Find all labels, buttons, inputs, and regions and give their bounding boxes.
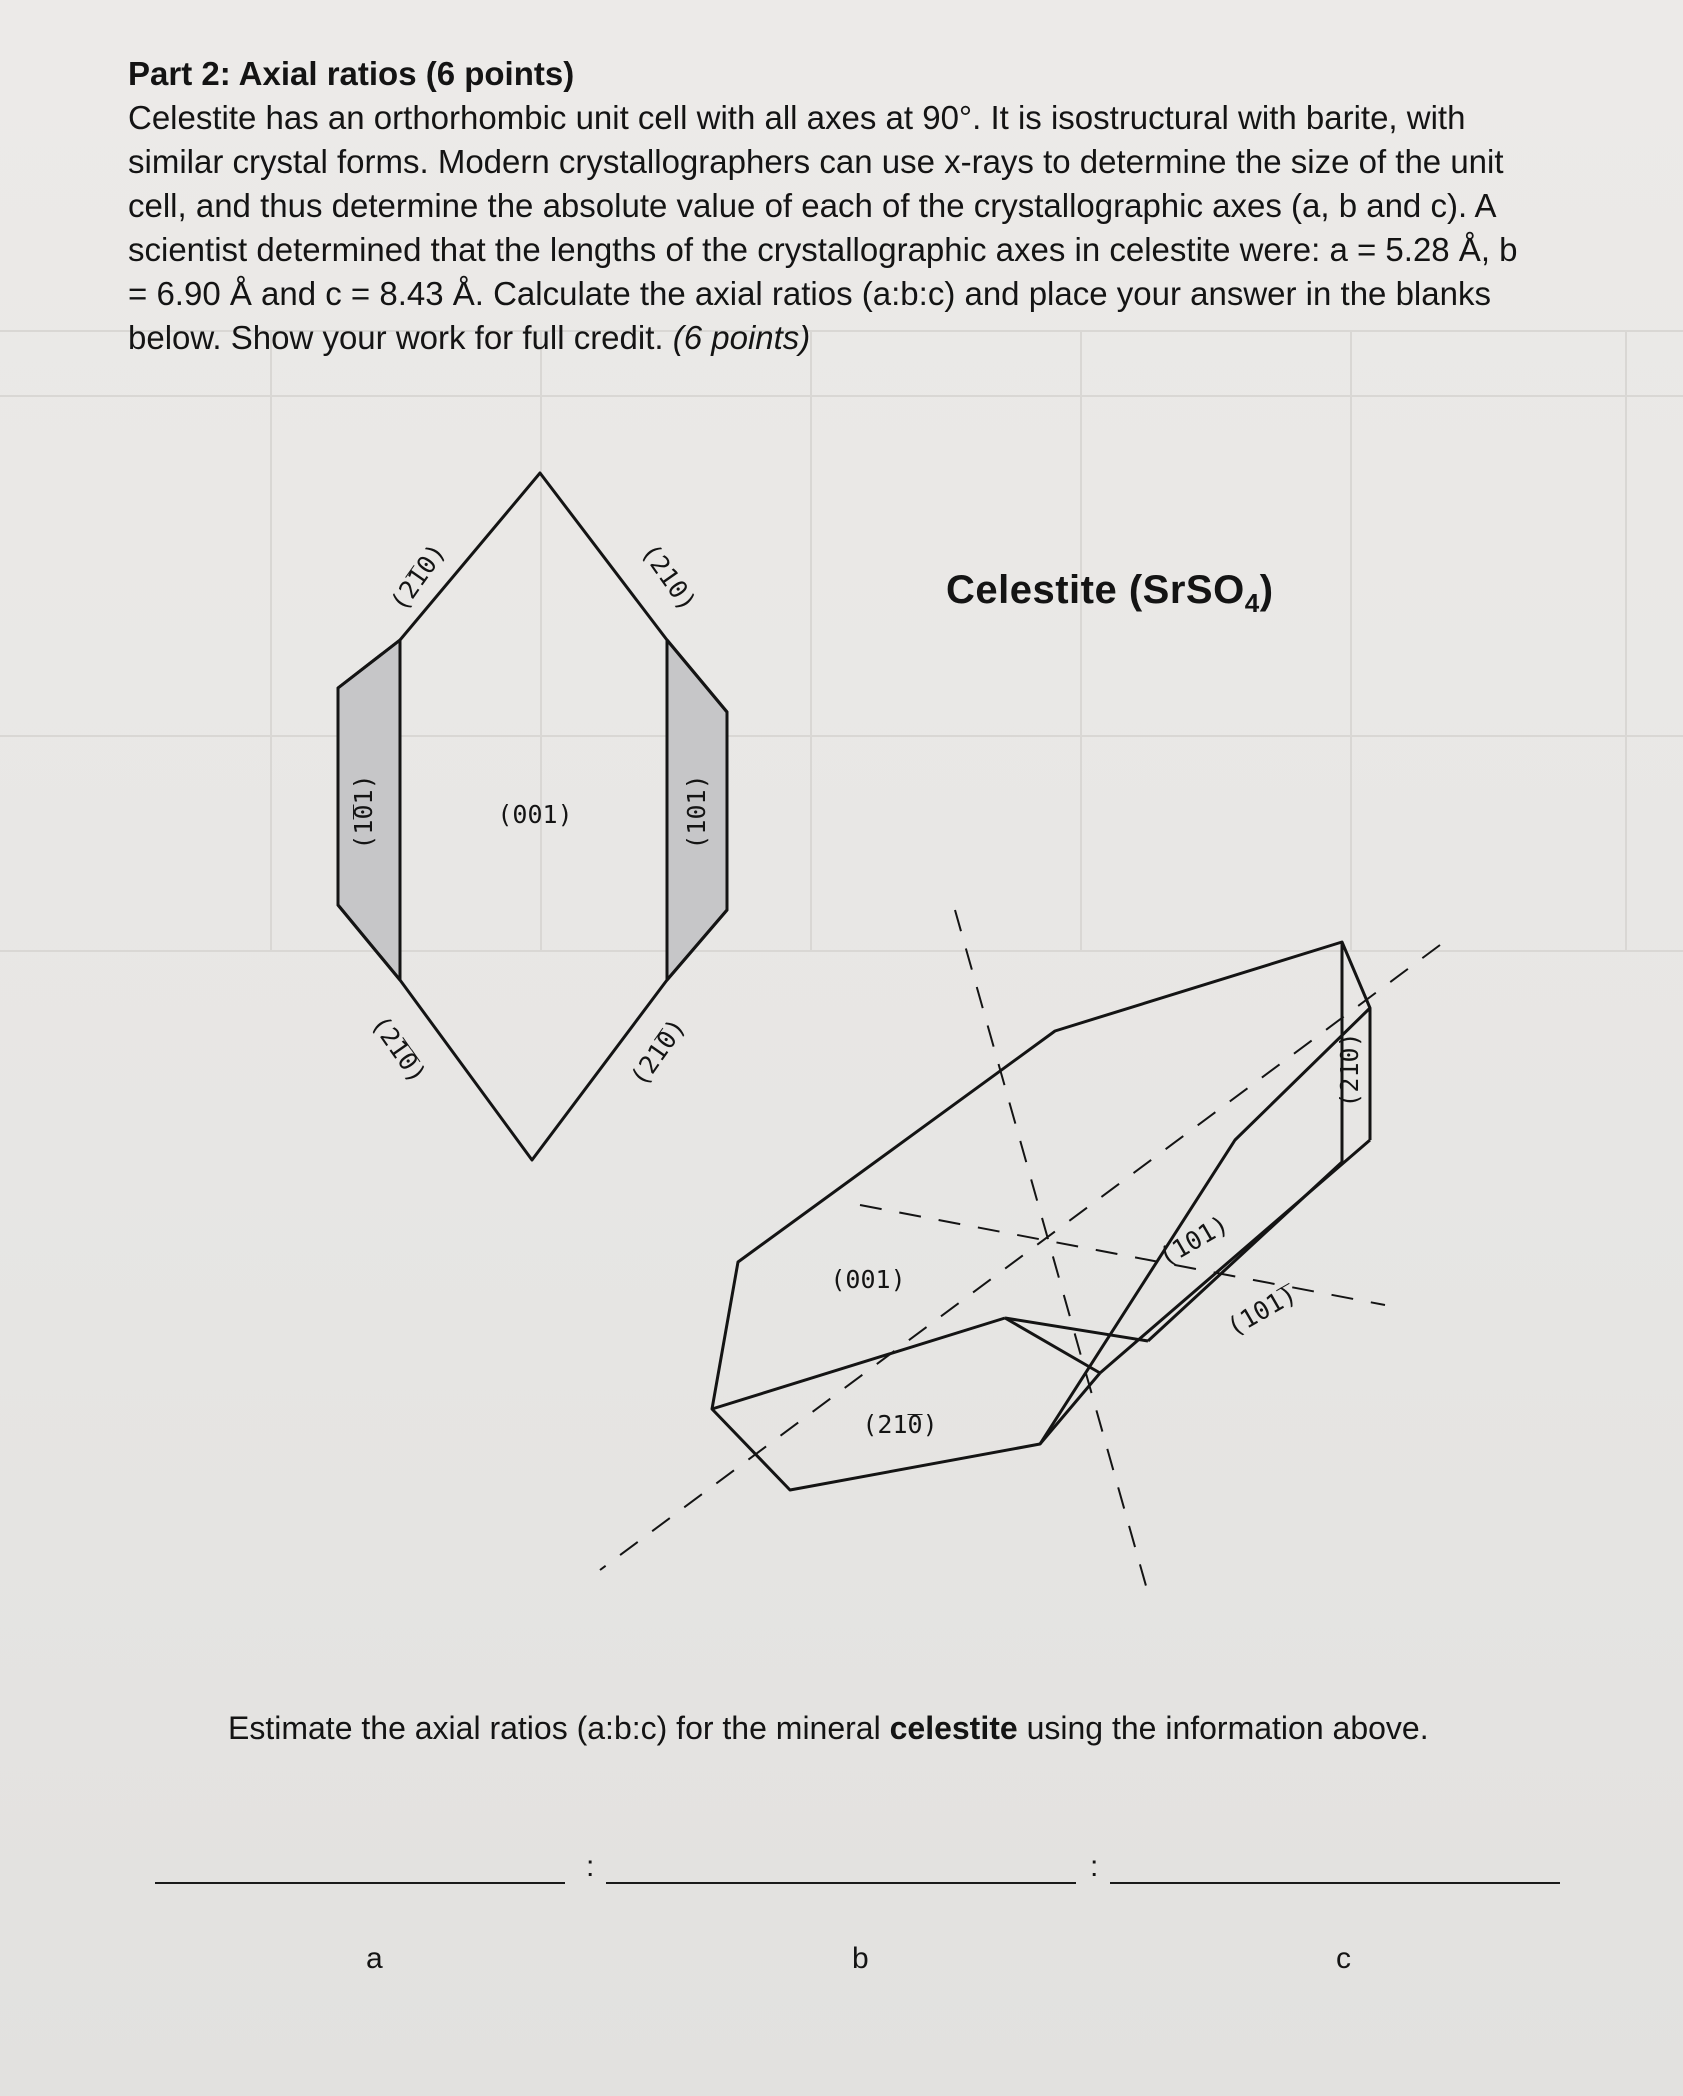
problem-line: scientist determined that the lengths of the crystallographic axes in celestite were: a = 5.28 Å, b bbox=[128, 231, 1518, 268]
c-axis-dashed bbox=[955, 910, 1150, 1600]
face-label-lower-strip: (101̅) bbox=[1221, 1279, 1302, 1343]
figure-title-prefix: Celestite (SrSO bbox=[946, 568, 1245, 612]
celestite-crystal-oblique-view bbox=[712, 942, 1370, 1490]
axis-label-a: a bbox=[366, 1942, 383, 1975]
face-edge bbox=[712, 1318, 1005, 1409]
problem-line: cell, and thus determine the absolute value of each of the crystallographic axes (a, b and c). A bbox=[128, 187, 1497, 224]
question-suffix: using the information above. bbox=[1017, 1710, 1429, 1746]
figure-title-subscript: 4 bbox=[1244, 588, 1260, 618]
axis-label-b: b bbox=[852, 1942, 869, 1975]
figure-title-suffix: ) bbox=[1259, 568, 1274, 612]
crystallographic-axis-lines bbox=[600, 910, 1440, 1600]
face-label-top: (001) bbox=[830, 1265, 906, 1294]
face-edge bbox=[1040, 1373, 1100, 1444]
a-axis-dashed bbox=[860, 1205, 1385, 1305]
question-text bbox=[228, 1710, 1429, 1747]
answer-blank-b[interactable] bbox=[606, 1882, 1076, 1884]
problem-line: = 6.90 Å and c = 8.43 Å. Calculate the axial ratios (a:b:c) and place your answer in the blanks bbox=[128, 275, 1491, 312]
face-label-bottom-left: (2̅1̅0) bbox=[365, 1009, 433, 1089]
mineral-name: celestite bbox=[889, 1710, 1018, 1746]
left-crystal-face-labels bbox=[349, 538, 711, 1091]
ratio-separator: : bbox=[1090, 1850, 1099, 1883]
b-axis-dashed bbox=[600, 945, 1440, 1570]
problem-line: Celestite has an orthorhombic unit cell with all axes at 90°. It is isostructural with barite, with bbox=[128, 99, 1466, 136]
problem-line: below. Show your work for full credit. bbox=[128, 319, 664, 356]
face-label-top-left: (2̅10) bbox=[384, 537, 452, 617]
face-label-end: (210) bbox=[1335, 1032, 1364, 1108]
answer-blank-c[interactable] bbox=[1110, 1882, 1560, 1884]
face-label-upper-strip: (101) bbox=[1153, 1209, 1234, 1273]
face-label-right: (101) bbox=[682, 774, 711, 850]
face-label-left: (1̅01) bbox=[349, 774, 378, 850]
points-note: (6 points) bbox=[672, 319, 811, 356]
face-label-front: (21̅0) bbox=[862, 1410, 938, 1439]
ratio-separator: : bbox=[586, 1850, 595, 1883]
face-label-center: (001) bbox=[497, 800, 573, 829]
part-title: Part 2: Axial ratios (6 points) bbox=[128, 55, 575, 92]
question-prefix: Estimate the axial ratios (a:b:c) for the mineral bbox=[228, 1710, 890, 1746]
axis-label-c: c bbox=[1336, 1942, 1351, 1975]
crystal-outline bbox=[712, 942, 1370, 1490]
answer-blank-a[interactable] bbox=[155, 1882, 565, 1884]
face-label-top-right: (210) bbox=[635, 537, 703, 617]
face-label-bottom-right: (21̅0) bbox=[624, 1012, 692, 1092]
figure-title bbox=[946, 568, 1274, 619]
problem-line: similar crystal forms. Modern crystallographers can use x-rays to determine the size of the unit bbox=[128, 143, 1504, 180]
